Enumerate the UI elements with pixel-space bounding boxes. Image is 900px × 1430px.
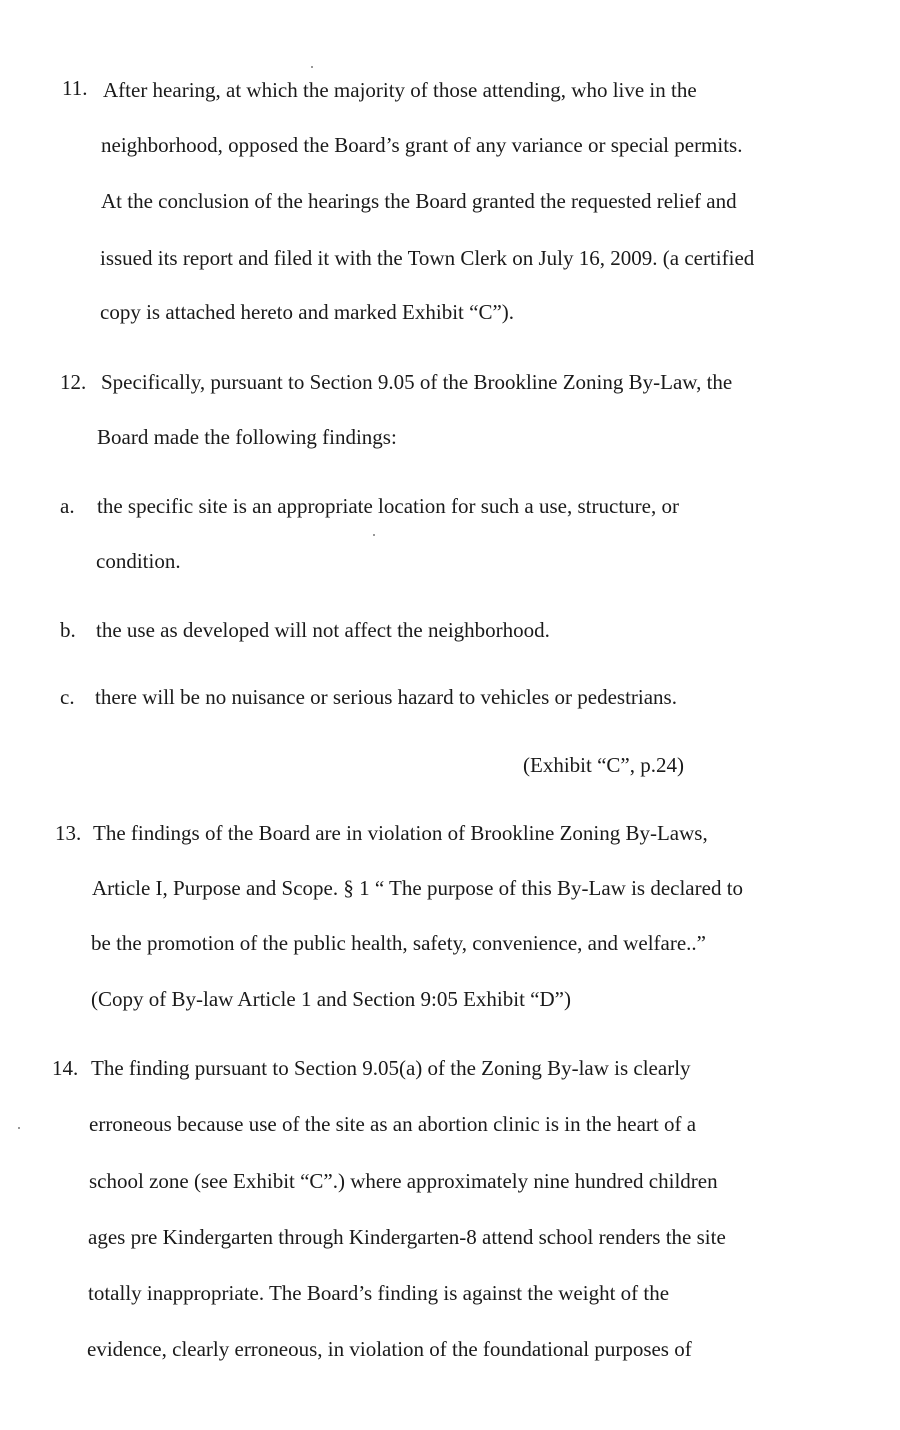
paragraph-number: 12. xyxy=(60,370,87,394)
text-line: the use as developed will not affect the neighborhood. xyxy=(96,618,550,642)
text-line: totally inappropriate. The Board’s finding is against the weight of the xyxy=(88,1281,670,1305)
text-line: The findings of the Board are in violation of Brookline Zoning By-Laws, xyxy=(93,821,708,845)
text-line: ages pre Kindergarten through Kindergarten-8 attend school renders the site xyxy=(88,1225,726,1249)
text-line: The finding pursuant to Section 9.05(a) of the Zoning By-law is clearly xyxy=(91,1056,691,1080)
paragraph-number: 13. xyxy=(55,821,82,845)
scan-speck xyxy=(18,1127,20,1129)
scan-speck xyxy=(373,534,375,536)
paragraph-number: 11. xyxy=(62,76,88,100)
list-letter: c. xyxy=(60,685,75,709)
text-line: (Copy of By-law Article 1 and Section 9:05 Exhibit “D”) xyxy=(91,987,571,1011)
list-letter: b. xyxy=(60,618,76,642)
text-line: issued its report and filed it with the Town Clerk on July 16, 2009. (a certified xyxy=(100,246,755,270)
text-line: there will be no nuisance or serious hazard to vehicles or pedestrians. xyxy=(95,685,677,709)
text-line: Article I, Purpose and Scope. § 1 “ The purpose of this By-Law is declared to xyxy=(92,876,744,900)
scan-speck xyxy=(311,66,313,68)
text-line: Board made the following findings: xyxy=(97,425,397,449)
paragraph-number: 14. xyxy=(52,1056,79,1080)
text-line: school zone (see Exhibit “C”.) where approximately nine hundred children xyxy=(89,1169,718,1193)
exhibit-citation: (Exhibit “C”, p.24) xyxy=(523,753,684,777)
text-line: evidence, clearly erroneous, in violation of the foundational purposes of xyxy=(87,1337,692,1361)
list-letter: a. xyxy=(60,494,75,518)
text-line: neighborhood, opposed the Board’s grant of any variance or special permits. xyxy=(101,133,743,157)
text-line: At the conclusion of the hearings the Board granted the requested relief and xyxy=(101,189,737,213)
text-line: the specific site is an appropriate location for such a use, structure, or xyxy=(97,494,679,518)
text-line: be the promotion of the public health, safety, convenience, and welfare..” xyxy=(91,931,706,955)
text-line: erroneous because use of the site as an abortion clinic is in the heart of a xyxy=(89,1112,697,1136)
text-line: After hearing, at which the majority of those attending, who live in the xyxy=(103,78,697,102)
text-line: copy is attached hereto and marked Exhibit “C”). xyxy=(100,300,515,324)
text-line: Specifically, pursuant to Section 9.05 of the Brookline Zoning By-Law, the xyxy=(101,370,733,394)
text-line: condition. xyxy=(96,549,181,573)
